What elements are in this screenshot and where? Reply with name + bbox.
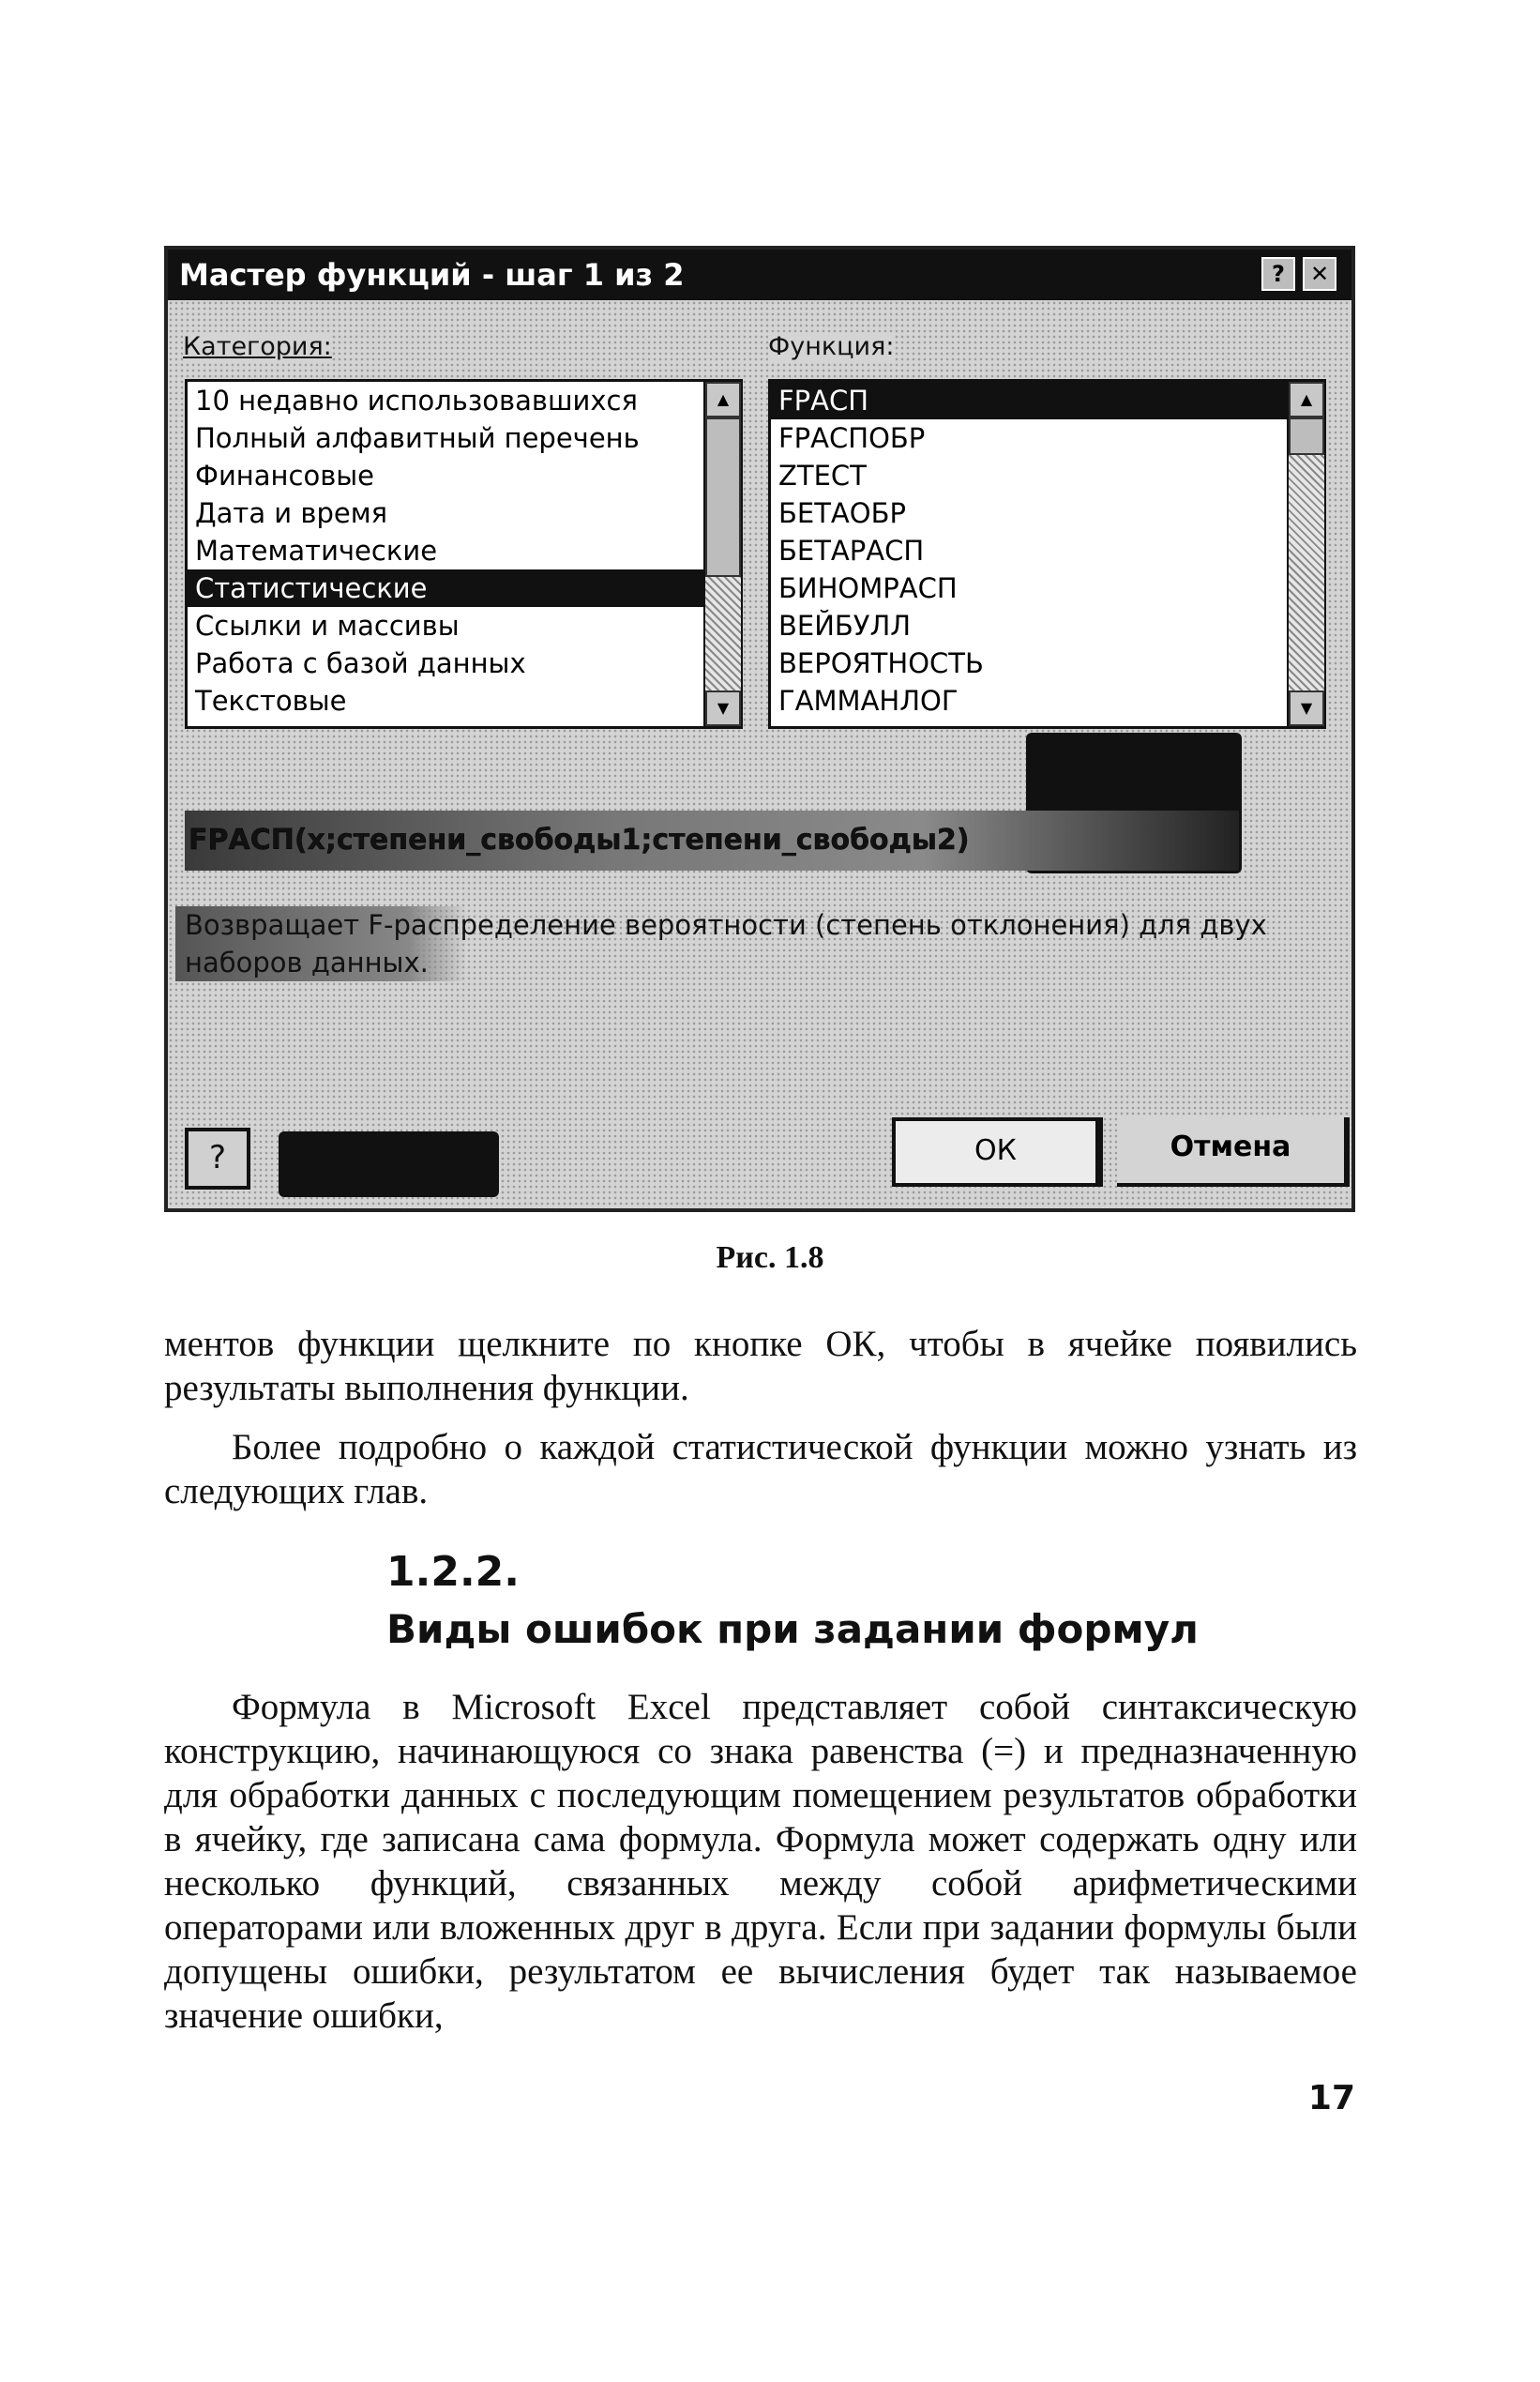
list-item[interactable]: ВЕРОЯТНОСТЬ: [778, 647, 984, 679]
scan-blot: [279, 1131, 499, 1197]
description-line: наборов данных.: [185, 947, 429, 979]
list-item[interactable]: ГАММАНЛОГ: [778, 685, 959, 717]
section-number: 1.2.2.: [386, 1548, 520, 1596]
category-scrollbar[interactable]: [703, 382, 741, 726]
help-button[interactable]: [185, 1128, 250, 1190]
list-item[interactable]: 10 недавно использовавшихся: [195, 385, 638, 417]
category-label: Категория:: [183, 332, 332, 361]
list-item[interactable]: БЕТАОБР: [778, 497, 906, 529]
list-item[interactable]: БИНОМРАСП: [778, 572, 958, 604]
list-item[interactable]: Финансовые: [195, 460, 375, 492]
list-item[interactable]: Полный алфавитный перечень: [195, 422, 640, 454]
figure-caption: Рис. 1.8: [716, 1240, 824, 1275]
scroll-down-icon[interactable]: ▼: [1289, 690, 1324, 726]
list-item[interactable]: ВЕЙБУЛЛ: [778, 610, 912, 642]
list-item[interactable]: Математические: [195, 535, 438, 567]
dialog-title: Мастер функций - шаг 1 из 2: [179, 257, 685, 293]
function-scrollbar[interactable]: [1287, 382, 1324, 726]
function-syntax: FРАСП(х;степени_свободы1;степени_свободы2): [185, 811, 1239, 871]
description-line: Возвращает F-распределение вероятности (степень отклонения) для двух: [185, 909, 1267, 941]
body-paragraph: ментов функции щелкните по кнопке ОК, чтобы в ячейке появились результаты выполнения функции.: [164, 1324, 1357, 1408]
scroll-thumb[interactable]: [705, 417, 741, 577]
category-listbox[interactable]: [185, 379, 743, 729]
close-icon[interactable]: ✕: [1303, 257, 1336, 291]
function-wizard-dialog: [164, 246, 1355, 1212]
section-title: Виды ошибок при задании формул: [386, 1606, 1199, 1652]
page-number: 17: [1307, 2079, 1355, 2117]
dialog-titlebar: [168, 250, 1351, 300]
list-item[interactable]: ZТЕСТ: [778, 460, 867, 492]
scroll-up-icon[interactable]: ▲: [705, 382, 741, 417]
list-item[interactable]: БЕТАРАСП: [778, 535, 925, 567]
function-list: [771, 382, 1324, 720]
scroll-down-icon[interactable]: ▼: [705, 690, 741, 726]
scroll-thumb[interactable]: [1289, 417, 1324, 455]
cancel-button[interactable]: Отмена: [1117, 1117, 1350, 1187]
list-item[interactable]: FРАСПОБР: [778, 422, 926, 454]
help-icon: ?: [208, 1139, 227, 1176]
body-paragraph: Формула в Microsoft Excel представляет собой синтаксическую конструкцию, начинающуюся со знака равенства (=) и предназначенную для обработки данных с последующим помещением результатов обработки в ячейку, где записана сама формула. Формула может содержать одну или несколько функций, связанных между собой арифметическими операторами или вложенных друг в друга. Если при задании формулы были допущены ошибки, результатом ее вычисления будет так называемое значение ошибки,: [164, 1687, 1357, 2036]
help-icon[interactable]: ?: [1261, 257, 1295, 291]
body-paragraph: Более подробно о каждой статистической функции можно узнать из следующих глав.: [164, 1427, 1357, 1511]
function-label: Функция:: [768, 332, 895, 361]
list-item[interactable]: FРАСП: [771, 382, 1324, 419]
list-item[interactable]: Текстовые: [195, 685, 347, 717]
function-listbox[interactable]: [768, 379, 1326, 729]
list-item[interactable]: Дата и время: [195, 497, 388, 529]
ok-button[interactable]: ОК: [892, 1117, 1103, 1187]
list-item[interactable]: Статистические: [188, 569, 741, 607]
scroll-up-icon[interactable]: ▲: [1289, 382, 1324, 417]
category-list: [188, 382, 741, 720]
list-item[interactable]: Ссылки и массивы: [195, 610, 460, 642]
list-item[interactable]: Работа с базой данных: [195, 647, 526, 679]
function-description: [175, 906, 1338, 981]
